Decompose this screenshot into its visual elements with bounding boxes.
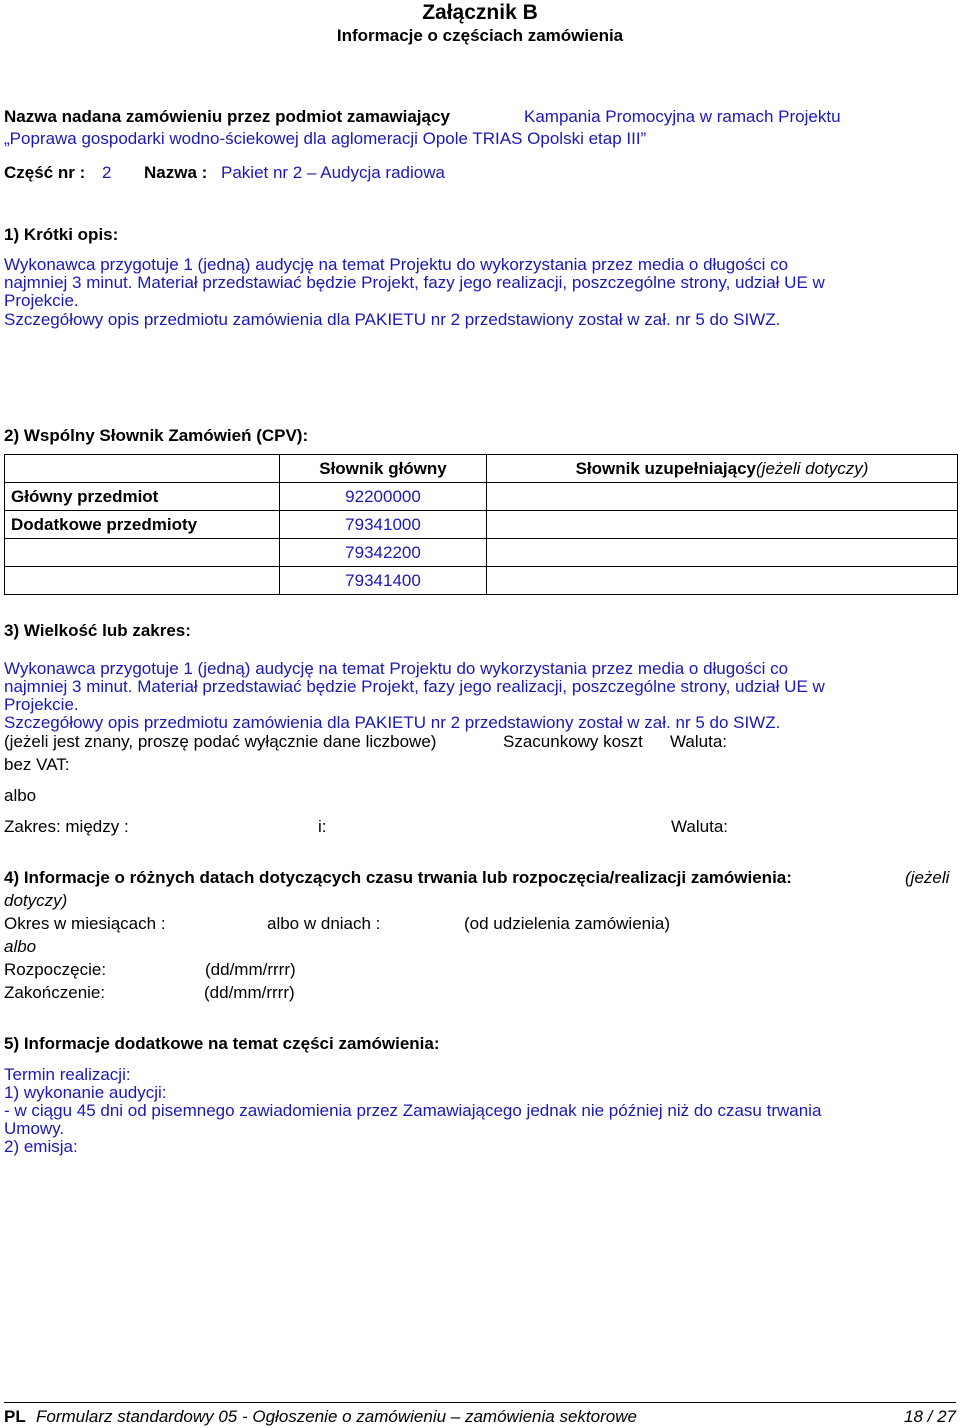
- section3-line: Wykonawca przygotuje 1 (jedną) audycję na temat Projektu do wykorzystania przez media o długości co: [4, 659, 789, 678]
- section5-heading: 5) Informacje dodatkowe na temat części zamówienia:: [4, 1034, 440, 1053]
- cpv-row-label: [5, 567, 280, 595]
- cpv-row-label: [5, 539, 280, 567]
- footer-divider: [4, 1402, 956, 1403]
- vat-label: bez VAT:: [4, 755, 70, 774]
- cpv-code: 79341400: [280, 567, 487, 595]
- section4-heading: 4) Informacje o różnych datach dotyczących czasu trwania lub rozpoczęcia/realizacji zamówienia:: [4, 868, 792, 887]
- section3-line: Projekcie.: [4, 695, 79, 714]
- table-row: [5, 455, 958, 483]
- end-label: Zakończenie:: [4, 983, 106, 1002]
- cpv-code: 79341000: [280, 511, 487, 539]
- section5-line: Umowy.: [4, 1119, 65, 1138]
- section1-line: Projekcie.: [4, 291, 79, 310]
- cost-currency-label: Waluta:: [670, 732, 728, 751]
- contract-name-value-1: Kampania Promocyjna w ramach Projektu: [524, 107, 841, 126]
- section4-note-2: dotyczy): [4, 891, 68, 910]
- cpv-col-main-header: Słownik główny: [280, 455, 487, 483]
- contract-name-label: Nazwa nadana zamówieniu przez podmiot zamawiający: [4, 107, 450, 126]
- or-label: albo: [4, 786, 37, 805]
- cpv-table: [4, 454, 958, 595]
- footer-page-number: 18 / 27: [904, 1407, 956, 1426]
- section1-line: Szczegółowy opis przedmiotu zamówienia dla PAKIETU nr 2 przedstawiony został w zał. nr 5 do SIWZ.: [4, 310, 781, 329]
- cpv-code: 79342200: [280, 539, 487, 567]
- section1-heading: 1) Krótki opis:: [4, 225, 119, 244]
- table-row: [5, 483, 958, 511]
- start-label: Rozpoczęcie:: [4, 960, 107, 979]
- section1-line: Wykonawca przygotuje 1 (jedną) audycję na temat Projektu do wykorzystania przez media o długości co: [4, 255, 789, 274]
- table-row: [5, 539, 958, 567]
- cost-note: (jeżeli jest znany, proszę podać wyłącznie dane liczbowe): [4, 732, 437, 751]
- section3-heading: 3) Wielkość lub zakres:: [4, 621, 191, 640]
- end-format: (dd/mm/rrrr): [204, 983, 295, 1002]
- cost-label: Szacunkowy koszt: [503, 732, 643, 751]
- section5-line: Termin realizacji:: [4, 1065, 131, 1084]
- days-label: albo w dniach :: [267, 914, 381, 933]
- start-format: (dd/mm/rrrr): [205, 960, 296, 979]
- part-nr-value: 2: [102, 163, 112, 182]
- table-row: [5, 567, 958, 595]
- cpv-code: 92200000: [280, 483, 487, 511]
- cpv-col-supp-title: Słownik uzupełniający: [575, 458, 756, 478]
- section5-line: 1) wykonanie audycji:: [4, 1083, 167, 1102]
- section2-heading: 2) Wspólny Słownik Zamówień (CPV):: [4, 426, 309, 445]
- page-title: Załącznik B: [422, 1, 538, 24]
- months-label: Okres w miesiącach :: [4, 914, 166, 933]
- cpv-col-supp-note: (jeżeli dotyczy): [756, 458, 869, 478]
- part-nr-label: Część nr :: [4, 163, 86, 182]
- section5-line: - w ciągu 45 dni od pisemnego zawiadomienia przez Zamawiającego jednak nie później niż do czasu trwania: [4, 1101, 822, 1120]
- page-subtitle: Informacje o częściach zamówienia: [336, 26, 624, 45]
- section1-line: najmniej 3 minut. Materiał przedstawiać będzie Projekt, fazy jego realizacji, poszczególne strony, udział UE w: [4, 273, 825, 292]
- cpv-row-label: Główny przedmiot: [5, 483, 280, 511]
- or-label: albo: [4, 937, 37, 956]
- range-and-label: i:: [318, 817, 327, 836]
- section5-line: 2) emisja:: [4, 1137, 78, 1156]
- section3-line: najmniej 3 minut. Materiał przedstawiać będzie Projekt, fazy jego realizacji, poszczególne strony, udział UE w: [4, 677, 825, 696]
- cpv-col-supp-header: [487, 455, 958, 483]
- range-currency-label: Waluta:: [671, 817, 729, 836]
- part-name-value: Pakiet nr 2 – Audycja radiowa: [221, 163, 445, 182]
- range-label: Zakres: między :: [4, 817, 129, 836]
- section3-line: Szczegółowy opis przedmiotu zamówienia dla PAKIETU nr 2 przedstawiony został w zał. nr 5 do SIWZ.: [4, 713, 781, 732]
- footer-lang: PL: [4, 1407, 26, 1426]
- table-row: [5, 511, 958, 539]
- section4-note-1: (jeżeli: [905, 868, 950, 887]
- part-name-label: Nazwa :: [144, 163, 208, 182]
- footer-form-name: Formularz standardowy 05 - Ogłoszenie o zamówieniu – zamówienia sektorowe: [36, 1407, 637, 1426]
- from-award-label: (od udzielenia zamówienia): [464, 914, 671, 933]
- cpv-row-label: Dodatkowe przedmioty: [5, 511, 280, 539]
- contract-name-value-2: „Poprawa gospodarki wodno-ściekowej dla aglomeracji Opole TRIAS Opolski etap III”: [4, 129, 647, 148]
